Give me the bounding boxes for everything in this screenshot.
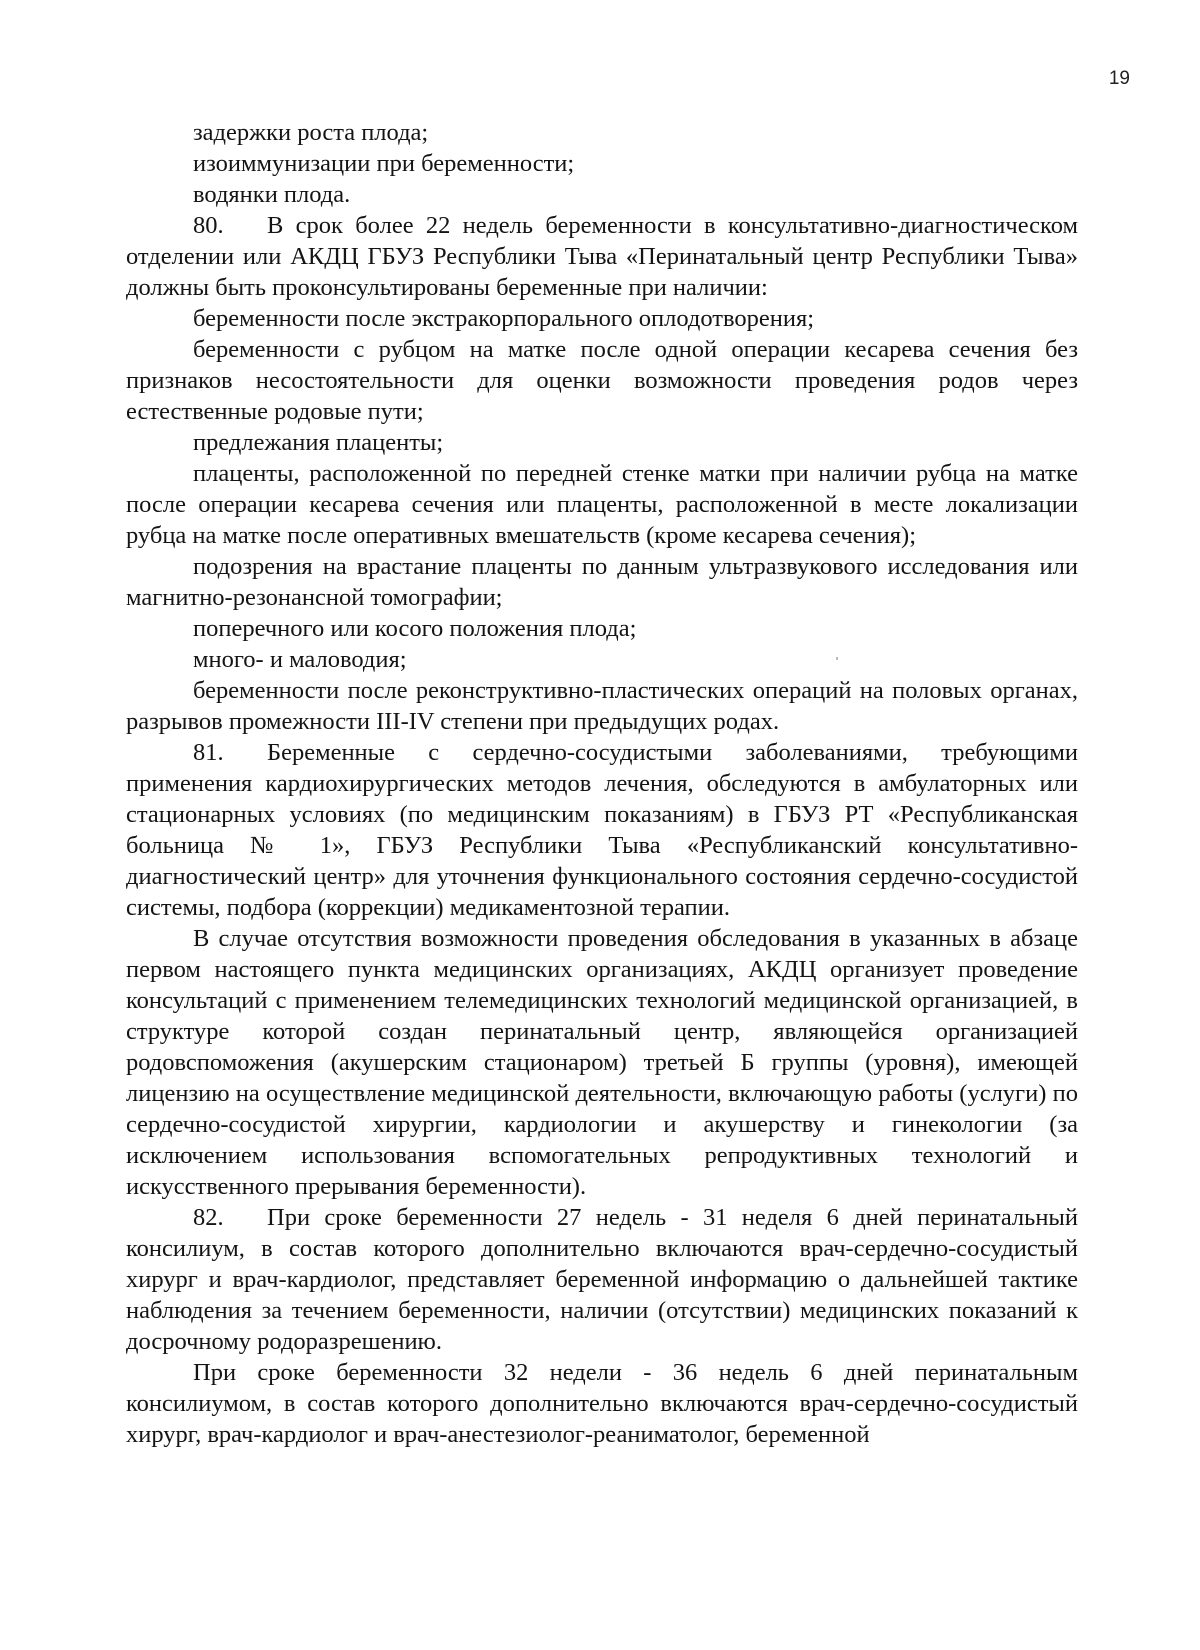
paragraph-12: беременности после реконструктивно-пластических операций на половых органах, разрывов промежности III-IV степени при предыдущих родах. — [126, 677, 1078, 735]
clause-text: При сроке беременности 27 недель - 31 неделя 6 дней перинатальный консилиум, в состав которого дополнительно включаются врач-сердечно-сосудистый хирург и врач-кардиолог, представляет беременной информацию о дальнейшей тактике наблюдения за течением беременности, наличии (отсутствии) медицинских показаний к досрочному родоразрешению. — [126, 1204, 1078, 1355]
paragraph-1: задержки роста плода; — [193, 119, 429, 146]
paragraph-14: В случае отсутствия возможности проведения обследования в указанных в абзаце первом настоящего пункта медицинских организациях, АКДЦ организует проведение консультаций с применением телемедицинских технологий медицинской организацией, в структуре которой создан перинатальный центр, являющейся организацией родовспоможения (акушерским стационаром) третьей Б группы (уровня), имеющей лицензию на осуществление медицинской деятельности, включающую работы (услуги) по сердечно-сосудистой хирургии, кардиологии и акушерству и гинекологии (за исключением использования вспомогательных репродуктивных технологий и искусственного прерывания беременности). — [126, 925, 1078, 1200]
paragraph-6: беременности с рубцом на матке после одной операции кесарева сечения без признаков несостоятельности для оценки возможности проведения родов через естественные родовые пути; — [126, 336, 1078, 425]
clause-81 — [126, 737, 1078, 923]
clause-number: 81. — [193, 739, 224, 766]
clause-text: В срок более 22 недель беременности в консультативно-диагностическом отделении или АКДЦ ГБУЗ Республики Тыва «Перинатальный центр Республики Тыва» должны быть проконсультированы беременные при наличии: — [126, 212, 1078, 301]
clause-number: 82. — [193, 1204, 224, 1231]
page-number: 19 — [1108, 68, 1130, 89]
clause-82 — [126, 1202, 1078, 1357]
paragraph-11: много- и маловодия; — [193, 646, 407, 673]
paragraph-5: беременности после экстракорпорального оплодотворения; — [193, 305, 815, 332]
document-body — [126, 117, 1078, 1450]
scan-artifact — [836, 657, 838, 660]
paragraph-2: изоиммунизации при беременности; — [193, 150, 575, 177]
clause-text: Беременные с сердечно-сосудистыми заболеваниями, требующими применения кардиохирургических методов лечения, обследуются в амбулаторных или стационарных условиях (по медицинским показаниям) в ГБУЗ РТ «Республиканская больница № 1», ГБУЗ Республики Тыва «Республиканский консультативно-диагностический центр» для уточнения функционального состояния сердечно-сосудистой системы, подбора (коррекции) медикаментозной терапии. — [126, 739, 1078, 921]
clause-80 — [126, 210, 1078, 303]
paragraph-16: При сроке беременности 32 недели - 36 недель 6 дней перинатальным консилиумом, в состав которого дополнительно включаются врач-сердечно-сосудистый хирург, врач-кардиолог и врач-анестезиолог-реаниматолог, беременной — [126, 1359, 1078, 1448]
paragraph-9: подозрения на врастание плаценты по данным ультразвукового исследования или магнитно-резонансной томографии; — [126, 553, 1078, 611]
paragraph-8: плаценты, расположенной по передней стенке матки при наличии рубца на матке после операции кесарева сечения или плаценты, расположенной в месте локализации рубца на матке после оперативных вмешательств (кроме кесарева сечения); — [126, 460, 1078, 549]
paragraph-10: поперечного или косого положения плода; — [193, 615, 637, 642]
clause-number: 80. — [193, 212, 224, 239]
paragraph-7: предлежания плаценты; — [193, 429, 444, 456]
paragraph-3: водянки плода. — [193, 181, 351, 208]
